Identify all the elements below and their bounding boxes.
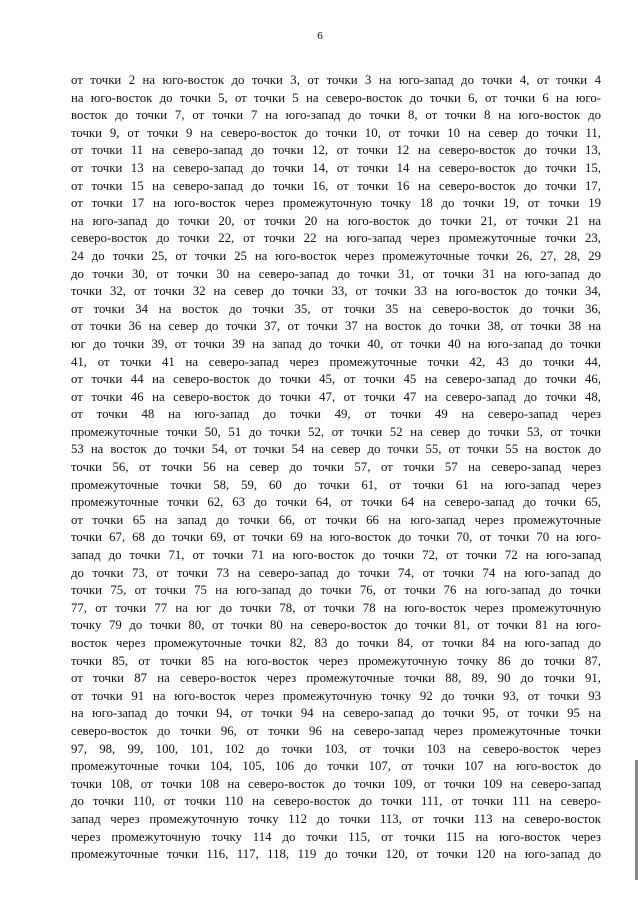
text-line: промежуточные точки 58, 59, 60 до точки 61, от точки 61 на юго-запад через [71,477,601,492]
text-line: восток до точки 7, от точки 7 на юго-запад до точки 8, от точки 8 на юго-восток до [71,108,601,123]
body-text [71,72,601,864]
text-line: от точки 65 на запад до точки 66, от точки 66 на юго-запад через промежуточные [71,512,601,527]
text-line: через промежуточную точку 114 до точки 115, от точки 115 на юго-восток через [71,829,601,844]
text-line: на юго-запад до точки 20, от точки 20 на юго-восток до точки 21, от точки 21 на [71,213,601,228]
text-line: от точки 11 на северо-запад до точки 12, от точки 12 на северо-восток до точки 13, [71,143,601,158]
text-line: восток через промежуточные точки 82, 83 до точки 84, от точки 84 на юго-запад до [71,636,601,650]
text-line: до точки 110, от точки 110 на северо-восток до точки 111, от точки 111 на северо- [71,794,601,809]
text-line: от точки 15 на северо-запад до точки 16, от точки 16 на северо-восток до точки 17, [71,178,601,193]
text-line: промежуточные точки 116, 117, 118, 119 до точки 120, от точки 120 на юго-запад до [71,847,601,862]
text-line: точки 75, от точки 75 на юго-запад до точки 76, от точки 76 на юго-запад до точки [71,583,601,598]
text-line: точки 108, от точки 108 на северо-восток до точки 109, от точки 109 на северо-запад [71,776,601,791]
scan-edge-shadow [635,760,638,880]
text-line: от точки 2 на юго-восток до точки 3, от точки 3 на юго-запад до точки 4, от точки 4 [71,73,601,87]
text-line: промежуточные точки 50, 51 до точки 52, от точки 52 на север до точки 53, от точки [71,424,601,439]
text-line: точки 85, от точки 85 на юго-восток через промежуточную точку 86 до точки 87, [71,653,601,668]
text-line: точку 79 до точки 80, от точки 80 на северо-восток до точки 81, от точки 81 на юго- [71,618,601,633]
text-line: от точки 17 на юго-восток через промежуточную точку 18 до точки 19, от точки 19 [71,196,601,211]
text-line: промежуточные точки 62, 63 до точки 64, от точки 64 на северо-запад до точки 65, [71,495,601,510]
text-line: 77, от точки 77 на юг до точки 78, от точки 78 на юго-восток через промежуточную [71,600,601,615]
text-line: северо-восток до точки 22, от точки 22 на юго-запад через промежуточные точки 23, [71,231,601,246]
text-line: точки 9, от точки 9 на северо-восток до точки 10, от точки 10 на север до точки 11, [71,125,601,140]
text-line: 24 до точки 25, от точки 25 на юго-восток через промежуточные точки 26, 27, 28, 29 [71,248,601,263]
text-line: от точки 87 на северо-восток через промежуточные точки 88, 89, 90 до точки 91, [71,671,601,686]
text-line: от точки 46 на северо-восток до точки 47, от точки 47 на северо-запад до точки 48, [71,389,601,404]
text-line: промежуточные точки 104, 105, 106 до точки 107, от точки 107 на юго-восток до [71,759,601,774]
text-line: на юго-запад до точки 94, от точки 94 на северо-запад до точки 95, от точки 95 на [71,706,601,721]
text-line: от точки 91 на юго-восток через промежуточную точку 92 до точки 93, от точки 93 [71,688,601,703]
text-line: 53 на восток до точки 54, от точки 54 на север до точки 55, от точки 55 на восток до [71,442,601,457]
text-line: от точки 48 на юго-запад до точки 49, от точки 49 на северо-запад через [71,407,601,422]
text-line: запад через промежуточную точку 112 до точки 113, от точки 113 на северо-восток [71,811,601,826]
text-line: от точки 36 на север до точки 37, от точки 37 на восток до точки 38, от точки 38 на [71,319,601,334]
text-line: на юго-восток до точки 5, от точки 5 на северо-восток до точки 6, от точки 6 на юго- [71,90,601,105]
text-line: точки 56, от точки 56 на север до точки 57, от точки 57 на северо-запад через [71,460,601,475]
text-line: северо-восток до точки 96, от точки 96 на северо-запад через промежуточные точки [71,723,601,738]
text-line: от точки 44 на северо-восток до точки 45, от точки 45 на северо-запад до точки 46, [71,372,601,387]
text-line: до точки 73, от точки 73 на северо-запад до точки 74, от точки 74 на юго-запад до [71,565,601,580]
page-number: 6 [317,30,323,42]
text-line: от точки 13 на северо-запад до точки 14, от точки 14 на северо-восток до точки 15, [71,160,601,175]
text-line: до точки 30, от точки 30 на северо-запад до точки 31, от точки 31 на юго-запад до [71,266,601,281]
text-line: от точки 34 на восток до точки 35, от точки 35 на северо-восток до точки 36, [71,301,601,316]
text-line: точки 32, от точки 32 на север до точки 33, от точки 33 на юго-восток до точки 34, [71,284,601,299]
text-line: юг до точки 39, от точки 39 на запад до точки 40, от точки 40 на юго-запад до точки [71,336,601,351]
text-line: 97, 98, 99, 100, 101, 102 до точки 103, от точки 103 на северо-восток через [71,741,601,756]
text-line: точки 67, 68 до точки 69, от точки 69 на юго-восток до точки 70, от точки 70 на юго- [71,530,601,545]
text-line: 41, от точки 41 на северо-запад через промежуточные точки 42, 43 до точки 44, [71,354,601,369]
text-line: запад до точки 71, от точки 71 на юго-восток до точки 72, от точки 72 на юго-запад [71,548,601,563]
